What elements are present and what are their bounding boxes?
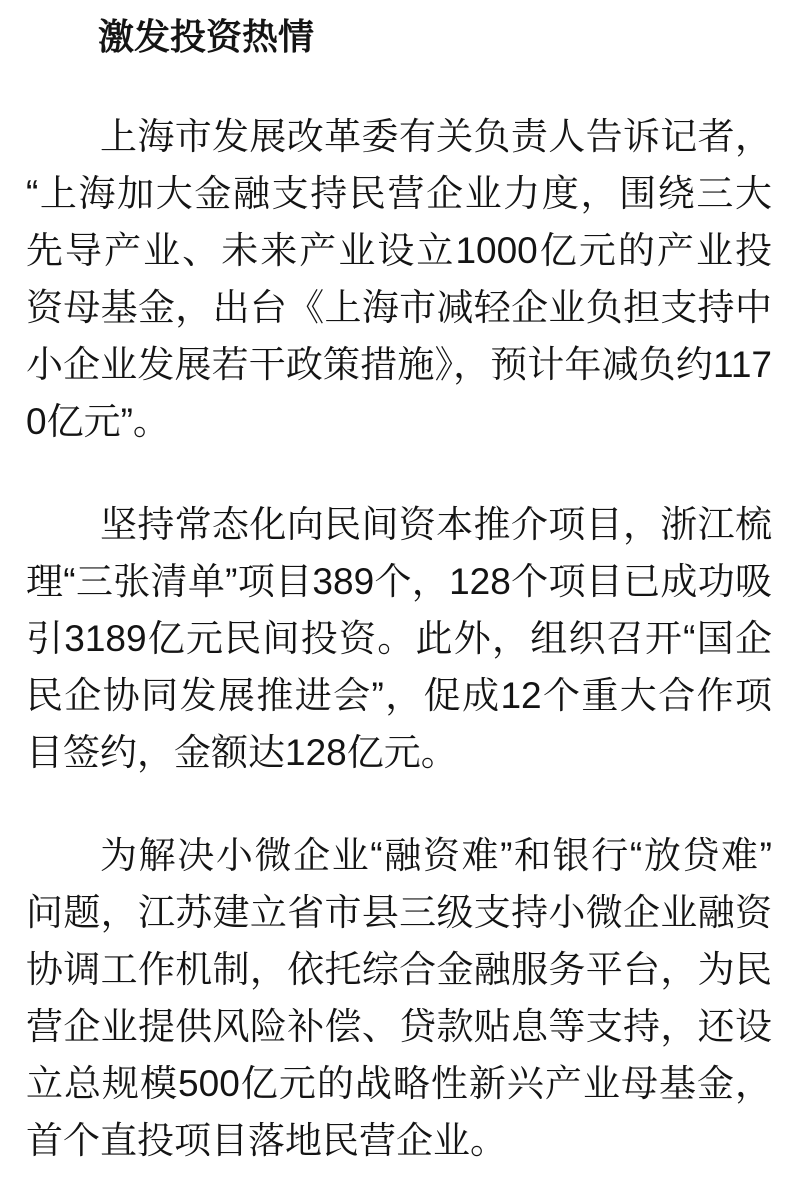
- section-title: 激发投资热情: [98, 16, 315, 57]
- article-paragraph-jiangsu: 为解决小微企业“融资难”和银行“放贷难”问题，江苏建立省市县三级支持小微企业融资协调工作机制，依托综合金融服务平台，为民营企业提供风险补偿、贷款贴息等支持，还设立总规模500亿元的战略性新兴产业母基金，首个直投项目落地民营企业。: [26, 835, 772, 1161]
- article-paragraph-shanghai: 上海市发展改革委有关负责人告诉记者，“上海加大金融支持民营企业力度，围绕三大先导产业、未来产业设立1000亿元的产业投资母基金，出台《上海市减轻企业负担支持中小企业发展若干政策措施》，预计年减负约1170亿元”。: [26, 116, 772, 442]
- article-paragraph-zhejiang: 坚持常态化向民间资本推介项目，浙江梳理“三张清单”项目389个，128个项目已成功吸引3189亿元民间投资。此外，组织召开“国企民企协同发展推进会”，促成12个重大合作项目签约，金额达128亿元。: [26, 504, 772, 773]
